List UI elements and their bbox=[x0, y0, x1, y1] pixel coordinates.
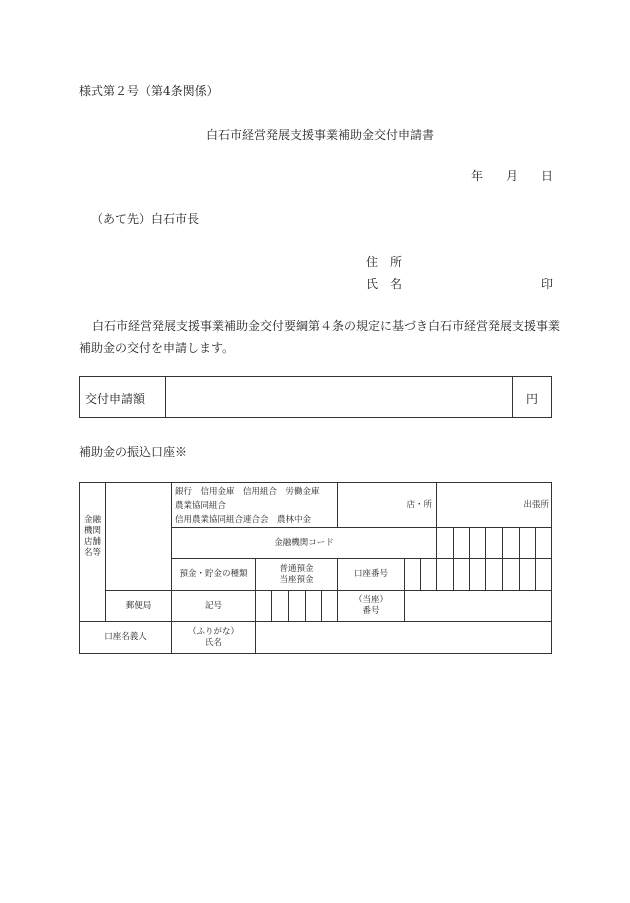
code-label: 金融機関コード bbox=[274, 537, 334, 548]
post-number-label: （当座） 番号 bbox=[353, 595, 388, 616]
amount-input[interactable] bbox=[166, 377, 511, 417]
bank-types-line3: 信用農業協同組合連合会 農林中金 bbox=[175, 515, 312, 525]
form-number: 様式第２号（第4条関係） bbox=[79, 84, 219, 98]
institution-label: 金融 機関 店舗 名等 bbox=[83, 514, 101, 558]
amount-unit: 円 bbox=[526, 392, 539, 406]
holder-name-input[interactable] bbox=[256, 622, 551, 653]
outpost-label: 出張所 bbox=[523, 499, 549, 510]
date-year: 年 bbox=[471, 169, 484, 183]
deposit-type-label: 預金・貯金の種類 bbox=[179, 569, 248, 579]
account-heading: 補助金の振込口座※ bbox=[79, 445, 188, 459]
body-text-line1: 白石市経営発展支援事業補助金交付要綱第４条の規定に基づき白石市経営発展支援事業 bbox=[92, 319, 561, 333]
address-label: 住 所 bbox=[366, 255, 403, 269]
addressee: （あて先）白石市長 bbox=[91, 212, 200, 226]
branch-label: 店・所 bbox=[406, 499, 432, 510]
body-text-line2: 補助金の交付を申請します。 bbox=[79, 341, 235, 355]
date-day: 日 bbox=[541, 169, 554, 183]
page-title: 白石市経営発展支援事業補助金交付申請書 bbox=[206, 128, 435, 142]
date-month: 月 bbox=[506, 169, 519, 183]
deposit-types[interactable]: 普通預金 当座預金 bbox=[279, 563, 314, 585]
account-number-label: 口座番号 bbox=[353, 569, 388, 579]
holder-label: 口座名義人 bbox=[104, 632, 147, 642]
post-office-label: 郵便局 bbox=[125, 600, 152, 611]
furigana-label: （ふりがな） 氏名 bbox=[187, 626, 239, 648]
symbol-label: 記号 bbox=[204, 600, 222, 611]
amount-label: 交付申請額 bbox=[85, 392, 146, 406]
bank-types-line2: 農業協同組合 bbox=[175, 501, 227, 511]
seal-mark: 印 bbox=[541, 277, 554, 291]
bank-types-line1: 銀行 信用金庫 信用組合 労働金庫 bbox=[175, 487, 320, 497]
name-label: 氏 名 bbox=[366, 277, 403, 291]
